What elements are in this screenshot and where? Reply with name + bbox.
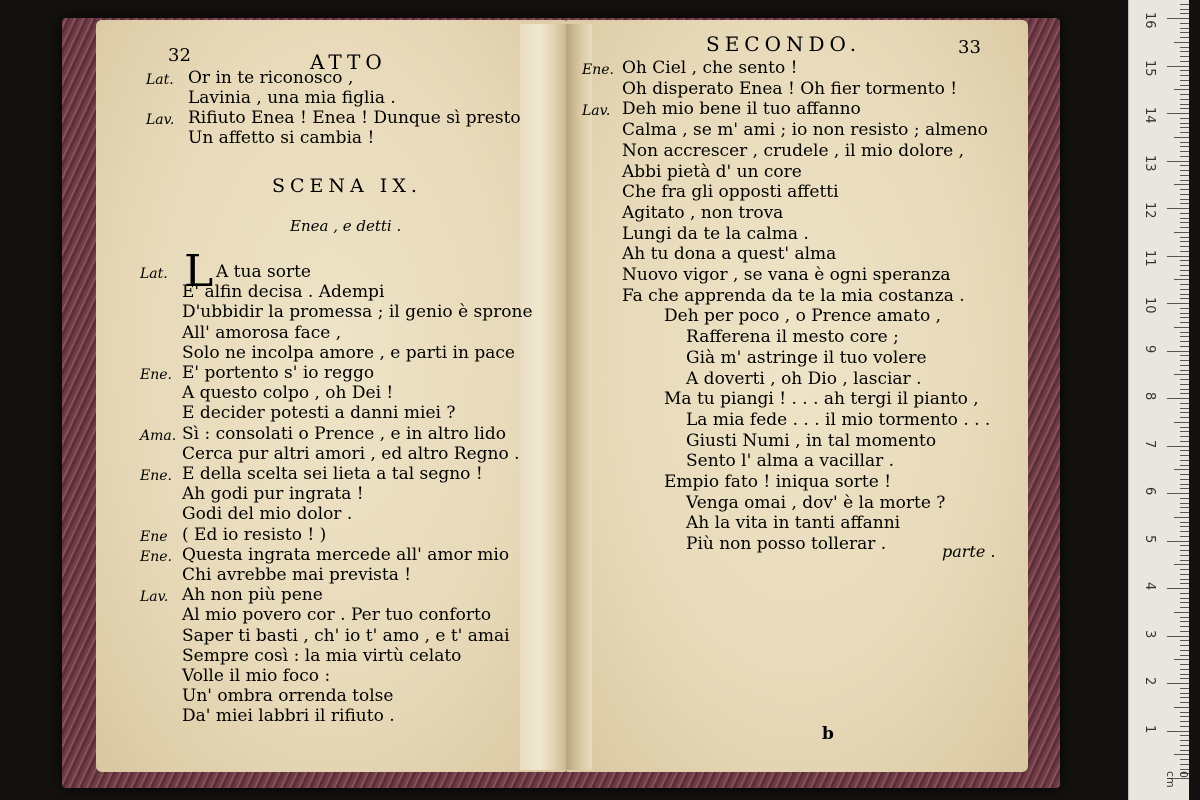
speaker-label: Ene: [140, 528, 168, 545]
ruler-tick: [1180, 436, 1189, 437]
ruler-tick: [1180, 360, 1189, 361]
ruler-tick: [1180, 526, 1189, 527]
verse-line: All' amorosa face ,: [182, 322, 342, 343]
verse-line: Or in te riconosco ,: [188, 68, 354, 88]
ruler-tick: [1180, 370, 1189, 371]
ruler-tick: [1174, 279, 1189, 280]
ruler-number: 13: [1142, 154, 1157, 172]
verse-line: Ma tu piangi ! . . . ah tergi il pianto ,: [664, 389, 979, 410]
ruler-tick: [1174, 707, 1189, 708]
ruler-tick: [1167, 351, 1189, 352]
ruler-tick: [1180, 650, 1189, 651]
verse-line: Saper ti basti , ch' io t' amo , e t' amai: [182, 625, 510, 646]
ruler-number: 11: [1142, 249, 1157, 267]
ruler-tick: [1174, 42, 1189, 43]
ruler-tick: [1180, 507, 1189, 508]
ruler-number: 6: [1142, 487, 1157, 496]
ruler-tick: [1180, 23, 1189, 24]
ruler-tick: [1167, 493, 1189, 494]
verse-line: Al mio povero cor . Per tuo conforto: [182, 605, 492, 626]
ruler-tick: [1174, 89, 1189, 90]
ruler-number: 12: [1142, 202, 1157, 219]
speaker-label: Lat.: [146, 72, 174, 88]
verse-line: Ah la vita in tanti affanni: [686, 513, 901, 534]
ruler-tick: [1180, 617, 1189, 618]
ruler-tick: [1180, 640, 1189, 641]
ruler-tick: [1180, 189, 1189, 190]
ruler-tick: [1180, 431, 1189, 432]
ruler-tick: [1180, 227, 1189, 228]
ruler-tick: [1180, 455, 1189, 456]
left-running-header: ATTO: [310, 50, 387, 74]
ruler-tick: [1180, 265, 1189, 266]
verse-line: ( Ed io resisto ! ): [182, 524, 327, 545]
ruler-tick: [1180, 745, 1189, 746]
ruler-number: 16: [1142, 12, 1157, 29]
ruler-tick: [1180, 270, 1189, 271]
verse-line: Solo ne incolpa amore , e parti in pace: [182, 342, 515, 363]
ruler-tick: [1174, 327, 1189, 328]
ruler-tick: [1174, 564, 1189, 565]
ruler-tick: [1180, 336, 1189, 337]
ruler-tick: [1180, 522, 1189, 523]
ruler-tick: [1180, 127, 1189, 128]
ruler-tick: [1180, 99, 1189, 100]
ruler-tick: [1180, 579, 1189, 580]
ruler-number: 1: [1142, 724, 1157, 733]
ruler-tick: [1180, 313, 1189, 314]
right-running-header: SECONDO.: [706, 32, 862, 56]
ruler-tick: [1180, 688, 1189, 689]
drop-cap: L: [184, 246, 214, 297]
ruler-tick: [1180, 275, 1189, 276]
ruler-tick: [1180, 412, 1189, 413]
ruler-tick: [1180, 498, 1189, 499]
ruler-tick: [1167, 303, 1189, 304]
ruler-tick: [1180, 85, 1189, 86]
verse-line: E della scelta sei lieta a tal segno !: [182, 464, 483, 484]
verse-line: Giusti Numi , in tal momento: [686, 430, 937, 451]
ruler-tick: [1180, 674, 1189, 675]
ruler-tick: [1180, 417, 1189, 418]
ruler-tick: [1180, 574, 1189, 575]
ruler-tick: [1180, 555, 1189, 556]
verse-line: Ah non più pene: [182, 585, 323, 606]
ruler-tick: [1180, 75, 1189, 76]
ruler-tick: [1180, 218, 1189, 219]
ruler-tick: [1180, 175, 1189, 176]
speaker-label: Lav.: [146, 112, 175, 128]
verse-line: Già m' astringe il tuo volere: [686, 347, 927, 368]
ruler-tick: [1180, 664, 1189, 665]
ruler-tick: [1180, 13, 1189, 14]
ruler-tick: [1180, 246, 1189, 247]
verse-line: La mia fede . . . il mio tormento . . .: [686, 409, 991, 430]
ruler-number: 3: [1142, 629, 1157, 638]
ruler-tick: [1180, 450, 1189, 451]
ruler-tick: [1167, 446, 1189, 447]
ruler-tick: [1180, 384, 1189, 385]
ruler-tick: [1167, 683, 1189, 684]
ruler-tick: [1167, 636, 1189, 637]
ruler-tick: [1174, 422, 1189, 423]
ruler-tick: [1167, 208, 1189, 209]
verse-line: Chi avrebbe mai prevista !: [182, 565, 412, 585]
ruler-tick: [1180, 484, 1189, 485]
ruler-tick: [1180, 146, 1189, 147]
ruler-unit-label: 0 cm: [1164, 771, 1190, 788]
ruler-tick: [1180, 408, 1189, 409]
ruler-tick: [1180, 298, 1189, 299]
ruler-tick: [1180, 151, 1189, 152]
verse-line: E' alfin decisa . Adempi: [182, 282, 385, 303]
exit-note: parte .: [942, 542, 996, 561]
ruler-tick: [1180, 317, 1189, 318]
ruler-tick: [1180, 626, 1189, 627]
ruler-tick: [1174, 374, 1189, 375]
verse-line: Empio fato ! iniqua sorte !: [664, 472, 892, 492]
verse-line: D'ubbidir la promessa ; il genio è sprone: [182, 302, 533, 323]
speaker-label: Lav.: [582, 103, 611, 120]
ruler-tick: [1180, 199, 1189, 200]
ruler-tick: [1180, 222, 1189, 223]
speaker-label: Ene.: [582, 62, 614, 78]
ruler-tick: [1180, 251, 1189, 252]
ruler-tick: [1180, 669, 1189, 670]
ruler-tick: [1167, 398, 1189, 399]
ruler-tick: [1180, 764, 1189, 765]
verse-line: E decider potesti a danni miei ?: [182, 403, 456, 424]
verse-line: A tua sorte: [216, 262, 311, 282]
ruler-tick: [1180, 104, 1189, 105]
ruler-tick: [1180, 284, 1189, 285]
ruler-tick: [1180, 631, 1189, 632]
ruler-tick: [1180, 56, 1189, 57]
ruler-tick: [1180, 531, 1189, 532]
ruler-tick: [1180, 308, 1189, 309]
scene-title: SCENA IX.: [272, 175, 422, 197]
ruler-tick: [1180, 645, 1189, 646]
ruler-tick: [1180, 740, 1189, 741]
ruler-tick: [1180, 4, 1189, 5]
ruler-tick: [1180, 170, 1189, 171]
page-gutter: [520, 24, 568, 770]
verse-line: Non accrescer , crudele , il mio dolore ,: [622, 140, 964, 161]
ruler-tick: [1180, 721, 1189, 722]
ruler-tick: [1180, 365, 1189, 366]
ruler-tick: [1180, 697, 1189, 698]
ruler-tick: [1180, 678, 1189, 679]
ruler-tick: [1180, 213, 1189, 214]
ruler-tick: [1167, 161, 1189, 162]
ruler-tick: [1174, 232, 1189, 233]
ruler-tick: [1174, 469, 1189, 470]
ruler-tick: [1180, 735, 1189, 736]
speaker-label: Lav.: [140, 589, 169, 606]
verse-line: Calma , se m' ami ; io non resisto ; almeno: [622, 120, 988, 141]
ruler-tick: [1180, 702, 1189, 703]
verse-line: Rifiuto Enea ! Enea ! Dunque sì presto: [188, 108, 521, 128]
speaker-label: Ama.: [140, 427, 177, 444]
ruler-tick: [1180, 393, 1189, 394]
verse-line: Sempre così : la mia virtù celato: [182, 645, 462, 666]
ruler-tick: [1180, 488, 1189, 489]
ruler-tick: [1180, 70, 1189, 71]
ruler-tick: [1174, 612, 1189, 613]
ruler-tick: [1180, 118, 1189, 119]
ruler-tick: [1180, 479, 1189, 480]
ruler-tick: [1167, 113, 1189, 114]
speaker-label: Ene.: [140, 367, 172, 383]
verse-line: Cerca pur altri amori , ed altro Regno .: [182, 443, 520, 464]
verse-line: Venga omai , dov' è la morte ?: [686, 492, 946, 513]
ruler-number: 9: [1142, 344, 1157, 353]
measuring-ruler: [1128, 0, 1189, 800]
ruler-tick: [1180, 441, 1189, 442]
ruler-tick: [1180, 156, 1189, 157]
ruler-tick: [1180, 536, 1189, 537]
ruler-tick: [1180, 465, 1189, 466]
verse-line: Ah godi pur ingrata !: [182, 484, 364, 505]
verse-line: Deh per poco , o Prence amato ,: [664, 306, 942, 327]
ruler-tick: [1167, 66, 1189, 67]
ruler-tick: [1180, 32, 1189, 33]
ruler-tick: [1167, 541, 1189, 542]
verse-line: Lungi da te la calma .: [622, 223, 809, 244]
ruler-tick: [1180, 593, 1189, 594]
verse-line: A doverti , oh Dio , lasciar .: [686, 368, 922, 389]
ruler-tick: [1180, 322, 1189, 323]
ruler-tick: [1174, 517, 1189, 518]
ruler-tick: [1180, 94, 1189, 95]
ruler-number: 14: [1142, 107, 1157, 124]
verse-line: Da' miei labbri il rifiuto .: [182, 706, 395, 727]
ruler-tick: [1180, 108, 1189, 109]
ruler-tick: [1180, 194, 1189, 195]
ruler-tick: [1180, 237, 1189, 238]
ruler-tick: [1174, 659, 1189, 660]
ruler-tick: [1174, 754, 1189, 755]
ruler-tick: [1180, 560, 1189, 561]
ruler-tick: [1180, 621, 1189, 622]
scene-persons: Enea , e detti .: [290, 217, 402, 235]
ruler-tick: [1167, 18, 1189, 19]
ruler-tick: [1180, 51, 1189, 52]
ruler-tick: [1180, 583, 1189, 584]
ruler-tick: [1180, 241, 1189, 242]
ruler-tick: [1180, 379, 1189, 380]
ruler-tick: [1180, 403, 1189, 404]
ruler-tick: [1180, 716, 1189, 717]
ruler-tick: [1180, 80, 1189, 81]
ruler-tick: [1180, 9, 1189, 10]
ruler-tick: [1180, 203, 1189, 204]
ruler-tick: [1180, 726, 1189, 727]
left-page-number: 32: [168, 45, 191, 66]
ruler-tick: [1180, 355, 1189, 356]
ruler-tick: [1180, 346, 1189, 347]
ruler-tick: [1180, 712, 1189, 713]
ruler-tick: [1180, 607, 1189, 608]
speaker-label: Ene.: [140, 548, 172, 565]
ruler-tick: [1180, 569, 1189, 570]
ruler-number: 8: [1142, 392, 1157, 401]
verse-line: Questa ingrata mercede all' amor mio: [182, 544, 510, 565]
verse-line: Sì : consolati o Prence , e in altro lido: [182, 423, 506, 444]
verse-line: A questo colpo , oh Dei !: [182, 383, 394, 404]
ruler-tick: [1180, 602, 1189, 603]
verse-line: Più non posso tollerar .: [686, 534, 887, 555]
ruler-tick: [1174, 184, 1189, 185]
verse-line: Oh disperato Enea ! Oh fier tormento !: [622, 78, 958, 99]
ruler-tick: [1180, 341, 1189, 342]
ruler-tick: [1180, 28, 1189, 29]
ruler-tick: [1167, 731, 1189, 732]
ruler-tick: [1180, 132, 1189, 133]
ruler-tick: [1180, 545, 1189, 546]
verse-line: Oh Ciel , che sento !: [622, 58, 798, 78]
verse-line: Un affetto si cambia !: [188, 128, 375, 148]
speaker-label: Ene.: [140, 468, 172, 484]
verse-line: Deh mio bene il tuo affanno: [622, 99, 861, 120]
ruler-number: 2: [1142, 677, 1157, 686]
right-page-number: 33: [958, 37, 981, 58]
ruler-tick: [1180, 550, 1189, 551]
verse-line: Ah tu dona a quest' alma: [622, 244, 837, 265]
page-gutter-shadow: [566, 24, 592, 770]
ruler-tick: [1180, 294, 1189, 295]
ruler-number: 4: [1142, 582, 1157, 591]
verse-line: Sento l' alma a vacillar .: [686, 451, 895, 472]
verse-line: Abbi pietà d' un core: [622, 161, 802, 182]
speaker-label: Lat.: [140, 266, 168, 282]
verse-line: E' portento s' io reggo: [182, 363, 375, 383]
signature-mark: b: [822, 724, 834, 744]
ruler-tick: [1174, 137, 1189, 138]
ruler-number: 10: [1142, 297, 1157, 314]
verse-line: Rafferena il mesto core ;: [686, 327, 899, 348]
ruler-tick: [1180, 598, 1189, 599]
ruler-tick: [1180, 61, 1189, 62]
ruler-tick: [1180, 759, 1189, 760]
ruler-tick: [1180, 655, 1189, 656]
verse-line: Un' ombra orrenda tolse: [182, 686, 394, 707]
ruler-tick: [1180, 180, 1189, 181]
verse-line: Volle il mio foco :: [182, 666, 331, 686]
ruler-number: 15: [1142, 59, 1157, 77]
verse-line: Godi del mio dolor .: [182, 504, 353, 525]
ruler-tick: [1180, 332, 1189, 333]
ruler-tick: [1180, 123, 1189, 124]
verse-line: Agitato , non trova: [622, 202, 784, 223]
verse-line: Lavinia , una mia figlia .: [188, 88, 396, 108]
ruler-number: 7: [1142, 439, 1157, 448]
ruler-tick: [1180, 389, 1189, 390]
ruler-tick: [1180, 427, 1189, 428]
verse-line: Che fra gli opposti affetti: [622, 182, 839, 203]
ruler-tick: [1180, 769, 1189, 770]
ruler-tick: [1180, 37, 1189, 38]
ruler-tick: [1167, 256, 1189, 257]
ruler-tick: [1180, 693, 1189, 694]
ruler-tick: [1180, 260, 1189, 261]
ruler-number: 5: [1142, 534, 1157, 543]
ruler-tick: [1167, 588, 1189, 589]
ruler-tick: [1180, 142, 1189, 143]
ruler-tick: [1180, 460, 1189, 461]
ruler-tick: [1180, 289, 1189, 290]
ruler-tick: [1180, 474, 1189, 475]
ruler-tick: [1180, 512, 1189, 513]
verse-line: Nuovo vigor , se vana è ogni speranza: [622, 265, 951, 285]
ruler-tick: [1180, 750, 1189, 751]
ruler-tick: [1180, 165, 1189, 166]
ruler-tick: [1180, 503, 1189, 504]
ruler-tick: [1180, 47, 1189, 48]
verse-line: Fa che apprenda da te la mia costanza .: [622, 285, 965, 306]
